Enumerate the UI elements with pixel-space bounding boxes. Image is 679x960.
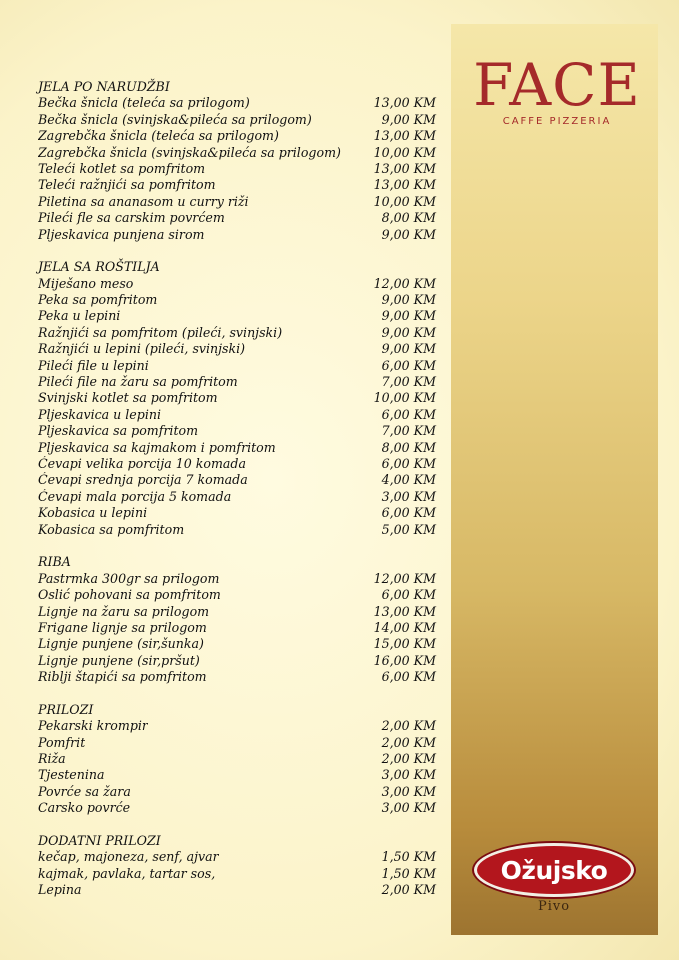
item-name: Lignje punjene (sir,pršut) — [38, 652, 200, 668]
item-name: Frigane lignje sa prilogom — [38, 619, 207, 635]
beer-badge — [474, 843, 634, 897]
menu-section — [38, 833, 436, 899]
item-name: Pljeskavica punjena sirom — [38, 226, 205, 242]
menu-item — [38, 227, 436, 243]
item-price: 2,00 KM — [381, 718, 436, 734]
item-name: Pomfrit — [38, 734, 86, 750]
menu-item — [38, 177, 436, 193]
menu-item — [38, 604, 436, 620]
item-price: 14,00 KM — [373, 619, 436, 635]
item-name: Pljeskavica sa pomfritom — [38, 423, 199, 439]
item-price: 2,00 KM — [381, 882, 436, 898]
item-name: kajmak, pavlaka, tartar sos, — [38, 865, 216, 881]
menu-item — [38, 325, 436, 341]
item-name: Kobasica sa pomfritom — [38, 521, 185, 537]
item-price: 16,00 KM — [373, 652, 436, 668]
menu-item — [38, 636, 436, 652]
item-price: 13,00 KM — [373, 95, 436, 111]
item-name: Bečka šnicla (teleća sa prilogom) — [38, 95, 250, 111]
menu-item — [38, 849, 436, 865]
item-name: Teleći ražnjići sa pomfritom — [38, 177, 216, 193]
menu-list — [38, 79, 436, 915]
item-name: Lignje punjene (sir,šunka) — [38, 636, 204, 652]
item-name: Piletina sa ananasom u curry riži — [38, 193, 249, 209]
menu-section — [38, 259, 436, 538]
item-name: Pileći fle sa carskim povrćem — [38, 210, 225, 226]
menu-item — [38, 440, 436, 456]
item-name: Lepina — [38, 882, 82, 898]
section-title: DODATNI PRILOZI — [38, 832, 161, 848]
menu-section — [38, 79, 436, 243]
menu-item — [38, 308, 436, 324]
item-name: Carsko povrće — [38, 800, 131, 816]
section-title: RIBA — [38, 554, 71, 570]
item-name: Riblji štapići sa pomfritom — [38, 669, 207, 685]
section-title: JELA PO NARUDŽBI — [38, 79, 170, 94]
beer-name: Ožujsko — [500, 855, 608, 885]
menu-item — [38, 390, 436, 406]
menu-item — [38, 866, 436, 882]
item-price: 1,50 KM — [381, 849, 436, 865]
item-price: 9,00 KM — [381, 111, 436, 127]
item-name: Pljeskavica sa kajmakom i pomfritom — [38, 439, 276, 455]
item-name: Zagrebčka šnicla (teleća sa prilogom) — [38, 128, 279, 144]
menu-item — [38, 95, 436, 111]
item-price: 6,00 KM — [381, 669, 436, 685]
menu-item — [38, 767, 436, 783]
menu-item — [38, 194, 436, 210]
item-price: 9,00 KM — [381, 341, 436, 357]
menu-item — [38, 669, 436, 685]
menu-item — [38, 800, 436, 816]
menu-item — [38, 472, 436, 488]
menu-item — [38, 505, 436, 521]
menu-item — [38, 456, 436, 472]
item-name: Riža — [38, 751, 66, 767]
item-name: Ćevapi mala porcija 5 komada — [38, 488, 232, 504]
item-price: 3,00 KM — [381, 783, 436, 799]
item-price: 9,00 KM — [381, 226, 436, 242]
item-price: 9,00 KM — [381, 292, 436, 308]
item-price: 3,00 KM — [381, 767, 436, 783]
item-name: Pekarski krompir — [38, 718, 148, 734]
menu-item — [38, 276, 436, 292]
item-price: 10,00 KM — [373, 390, 436, 406]
item-name: Miješano meso — [38, 275, 134, 291]
menu-item — [38, 358, 436, 374]
item-price: 8,00 KM — [381, 439, 436, 455]
item-name: Lignje na žaru sa prilogom — [38, 603, 210, 619]
item-price: 3,00 KM — [381, 488, 436, 504]
item-name: Tjestenina — [38, 767, 105, 783]
menu-item — [38, 489, 436, 505]
item-price: 7,00 KM — [381, 423, 436, 439]
item-name: Teleći kotlet sa pomfritom — [38, 160, 206, 176]
item-price: 4,00 KM — [381, 472, 436, 488]
menu-item — [38, 407, 436, 423]
item-price: 9,00 KM — [381, 308, 436, 324]
menu-item — [38, 718, 436, 734]
item-price: 6,00 KM — [381, 505, 436, 521]
menu-item — [38, 341, 436, 357]
menu-section — [38, 554, 436, 685]
menu-item — [38, 423, 436, 439]
item-name: kečap, majoneza, senf, ajvar — [38, 849, 219, 865]
item-name: Ražnjići u lepini (pileći, svinjski) — [38, 341, 246, 357]
item-price: 12,00 KM — [373, 275, 436, 291]
item-name: Bečka šnicla (svinjska&pileća sa prilogom) — [38, 111, 312, 127]
item-price: 6,00 KM — [381, 406, 436, 422]
item-price: 13,00 KM — [373, 160, 436, 176]
item-price: 6,00 KM — [381, 357, 436, 373]
item-name: Peka u lepini — [38, 308, 121, 324]
item-price: 13,00 KM — [373, 177, 436, 193]
item-price: 8,00 KM — [381, 210, 436, 226]
menu-item — [38, 571, 436, 587]
item-price: 10,00 KM — [373, 193, 436, 209]
logo-text: FACE — [473, 51, 641, 119]
item-price: 3,00 KM — [381, 800, 436, 816]
ozujsko-logo — [474, 843, 634, 919]
item-name: Kobasica u lepini — [38, 505, 148, 521]
menu-item — [38, 751, 436, 767]
item-price: 2,00 KM — [381, 734, 436, 750]
item-name: Ražnjići sa pomfritom (pileći, svinjski) — [38, 324, 283, 340]
item-name: Pileći file u lepini — [38, 357, 149, 373]
face-logo — [467, 51, 647, 127]
item-name: Oslić pohovani sa pomfritom — [38, 587, 221, 603]
item-name: Ćevapi velika porcija 10 komada — [38, 455, 246, 471]
menu-item — [38, 620, 436, 636]
section-title: PRILOZI — [38, 701, 94, 717]
logo-subtitle: CAFFE PIZZERIA — [502, 116, 612, 127]
menu-item — [38, 145, 436, 161]
menu-item — [38, 112, 436, 128]
item-name: Ćevapi srednja porcija 7 komada — [38, 472, 248, 488]
item-price: 12,00 KM — [373, 570, 436, 586]
item-name: Zagrebčka šnicla (svinjska&pileća sa prilogom) — [38, 144, 341, 160]
menu-item — [38, 587, 436, 603]
menu-item — [38, 292, 436, 308]
item-name: Pileći file na žaru sa pomfritom — [38, 374, 238, 390]
item-price: 9,00 KM — [381, 324, 436, 340]
item-price: 13,00 KM — [373, 603, 436, 619]
item-price: 5,00 KM — [381, 521, 436, 537]
item-price: 1,50 KM — [381, 865, 436, 881]
gold-sidebar — [451, 24, 658, 935]
menu-item — [38, 210, 436, 226]
menu-item — [38, 653, 436, 669]
item-price: 13,00 KM — [373, 128, 436, 144]
item-name: Povrće sa žara — [38, 783, 131, 799]
item-price: 6,00 KM — [381, 587, 436, 603]
menu-section — [38, 702, 436, 817]
menu-item — [38, 374, 436, 390]
menu-item — [38, 161, 436, 177]
item-price: 2,00 KM — [381, 751, 436, 767]
item-name: Pastrmka 300gr sa prilogom — [38, 570, 220, 586]
item-price: 10,00 KM — [373, 144, 436, 160]
menu-item — [38, 784, 436, 800]
item-price: 15,00 KM — [373, 636, 436, 652]
item-price: 7,00 KM — [381, 374, 436, 390]
section-title: JELA SA ROŠTILJA — [38, 259, 160, 275]
item-name: Svinjski kotlet sa pomfritom — [38, 390, 218, 406]
item-price: 6,00 KM — [381, 455, 436, 471]
menu-item — [38, 128, 436, 144]
item-name: Peka sa pomfritom — [38, 292, 158, 308]
menu-item — [38, 522, 436, 538]
menu-item — [38, 735, 436, 751]
item-name: Pljeskavica u lepini — [38, 406, 161, 422]
beer-subtitle: Pivo — [537, 899, 571, 914]
menu-item — [38, 882, 436, 898]
